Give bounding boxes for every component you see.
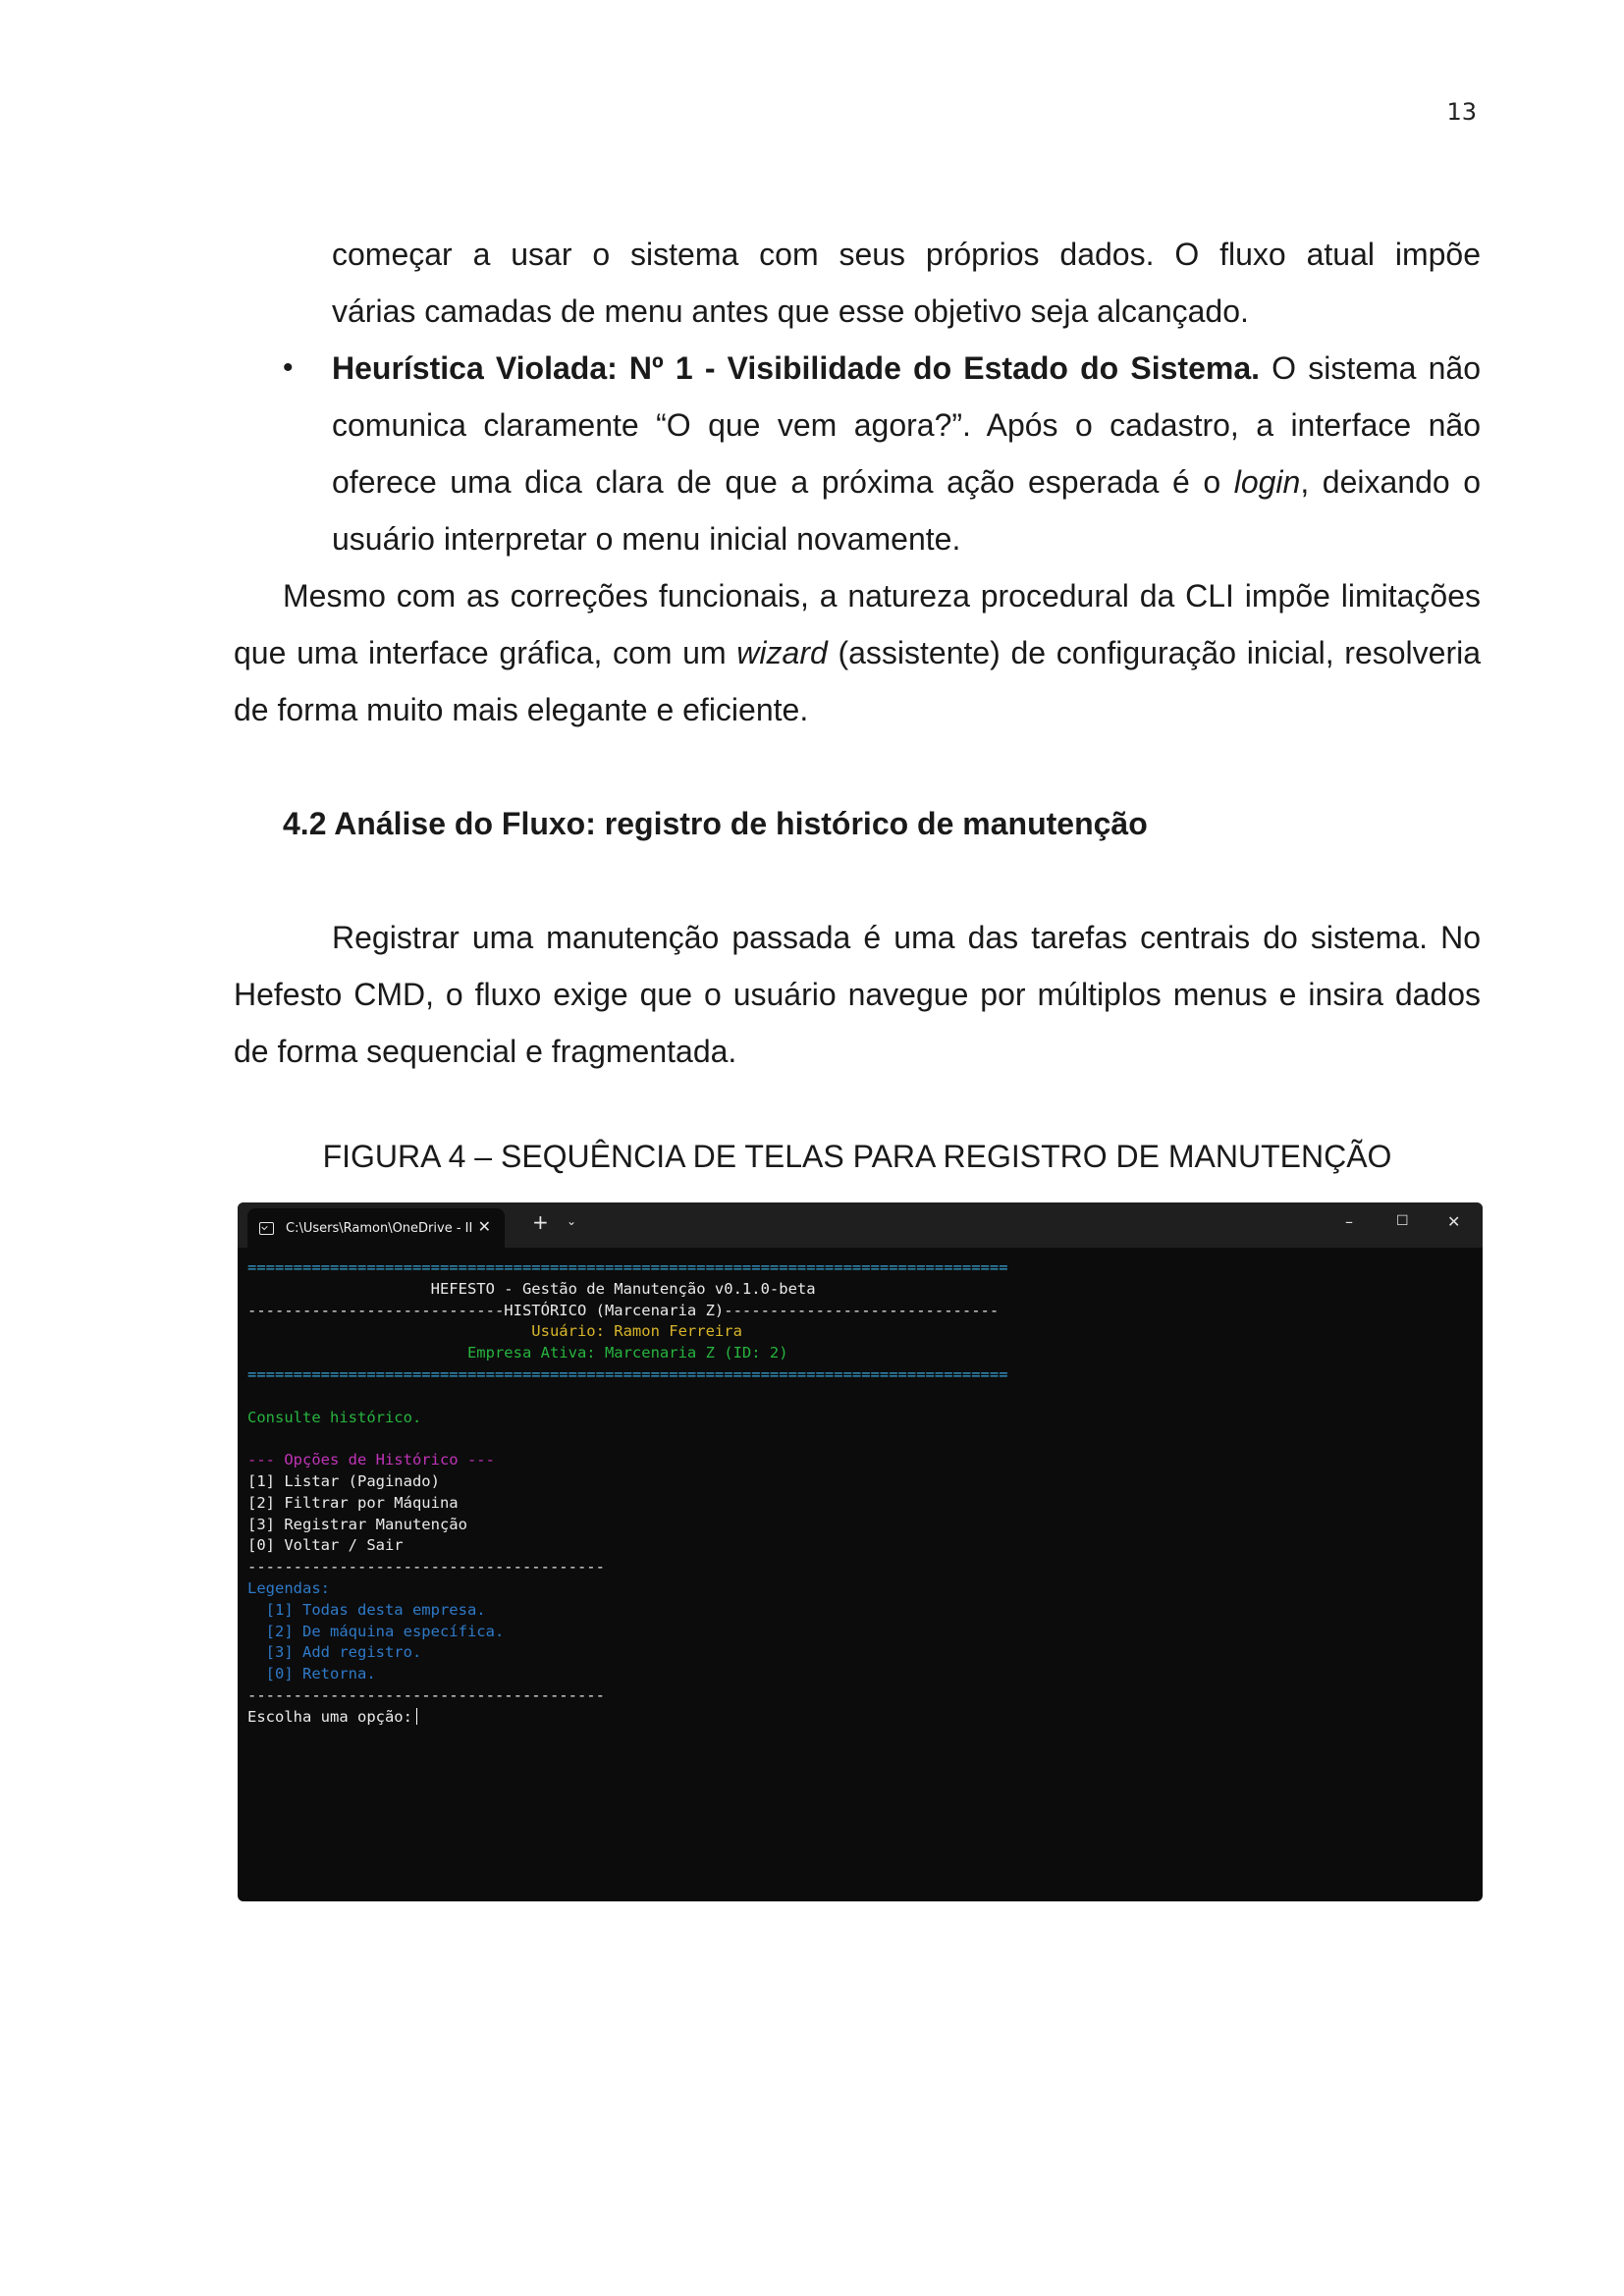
para1-line1: começar a usar o sistema com seus próprios dados. O fluxo atual impõe [332, 237, 1481, 272]
bullet-paragraph [332, 340, 1481, 567]
console-line: Legendas: [247, 1578, 330, 1597]
console-line: [1] Todas desta empresa. [247, 1600, 486, 1619]
console-line: [3] Registrar Manutenção [247, 1515, 467, 1533]
body-text [234, 226, 1481, 1080]
bullet-dot-icon: • [283, 351, 294, 384]
paragraph-cli [234, 567, 1481, 738]
console-line: Consulte histórico. [247, 1408, 422, 1426]
console-output[interactable] [238, 1248, 1483, 1729]
console-line: ----------------------------HISTÓRICO (Marcenaria Z)------------------------------ [247, 1301, 1000, 1319]
minimize-button[interactable]: – [1345, 1212, 1353, 1231]
terminal-tab[interactable] [247, 1208, 505, 1248]
para2-text1: Mesmo com as correções funcionais, a natureza procedural da CLI impõe limitações que uma interface gráfica, com um [234, 578, 1481, 670]
terminal-icon [259, 1222, 274, 1235]
tab-title: C:\Users\Ramon\OneDrive - II [286, 1220, 473, 1236]
bullet-item [234, 340, 1481, 567]
figure-caption: FIGURA 4 – SEQUÊNCIA DE TELAS PARA REGISTRO DE MANUTENÇÃO [322, 1139, 1392, 1174]
console-line: --------------------------------------- [247, 1685, 605, 1704]
para1-line2: várias camadas de menu antes que esse objetivo seja alcançado. [332, 294, 1249, 329]
console-line: [2] De máquina específica. [247, 1622, 505, 1640]
console-line: [1] Listar (Paginado) [247, 1471, 440, 1490]
console-line: Escolha uma opção: [247, 1707, 1483, 1729]
new-tab-button[interactable]: + [532, 1210, 549, 1234]
paragraph-continuation [234, 226, 1481, 340]
section-heading: 4.2 Análise do Fluxo: registro de histórico de manutenção [283, 806, 1148, 841]
tab-close-icon[interactable]: ✕ [477, 1217, 491, 1236]
text-cursor [416, 1708, 418, 1725]
console-line [247, 1428, 1483, 1450]
console-line: Empresa Ativa: Marcenaria Z (ID: 2) [247, 1344, 788, 1362]
title-bar [238, 1202, 1483, 1248]
console-line: =================================================================================== [247, 1364, 1008, 1383]
terminal-window [238, 1202, 1483, 1901]
console-line: [3] Add registro. [247, 1643, 422, 1662]
console-line: [2] Filtrar por Máquina [247, 1493, 459, 1512]
bullet-text1: O sistema não comunica claramente “O que vem agora?”. Após o cadastro, a interface não oferece uma dica clara de que a próxima ação esperada é o [332, 350, 1482, 500]
console-line [247, 1386, 1483, 1408]
para2-italic: wizard [736, 635, 828, 670]
console-line: =================================================================================== [247, 1258, 1008, 1276]
close-window-button[interactable]: ✕ [1447, 1212, 1461, 1231]
chevron-down-icon[interactable]: ⌄ [567, 1214, 577, 1228]
console-line: [0] Retorna. [247, 1665, 376, 1683]
console-line: [0] Voltar / Sair [247, 1536, 404, 1555]
paragraph-registro: Registrar uma manutenção passada é uma das tarefas centrais do sistema. No Hefesto CMD, o fluxo exige que o usuário navegue por múltiplos menus e insira dados de forma sequencial e fragmentada. [234, 920, 1481, 1069]
bullet-bold: Heurística Violada: Nº 1 - Visibilidade do Estado do Sistema. [332, 350, 1261, 386]
console-line: --------------------------------------- [247, 1558, 605, 1576]
maximize-button[interactable]: ☐ [1396, 1213, 1409, 1229]
para2-text2: (assistente) de configuração inicial, resolveria de forma muito mais elegante e eficiente. [234, 635, 1482, 727]
bullet-italic: login [1233, 464, 1301, 500]
console-line: Usuário: Ramon Ferreira [247, 1322, 742, 1341]
bullet-text2: , deixando o usuário interpretar o menu inicial novamente. [332, 464, 1482, 557]
page-number: 13 [1446, 98, 1477, 126]
console-line: --- Opções de Histórico --- [247, 1451, 495, 1469]
console-line: HEFESTO - Gestão de Manutenção v0.1.0-beta [247, 1279, 816, 1298]
